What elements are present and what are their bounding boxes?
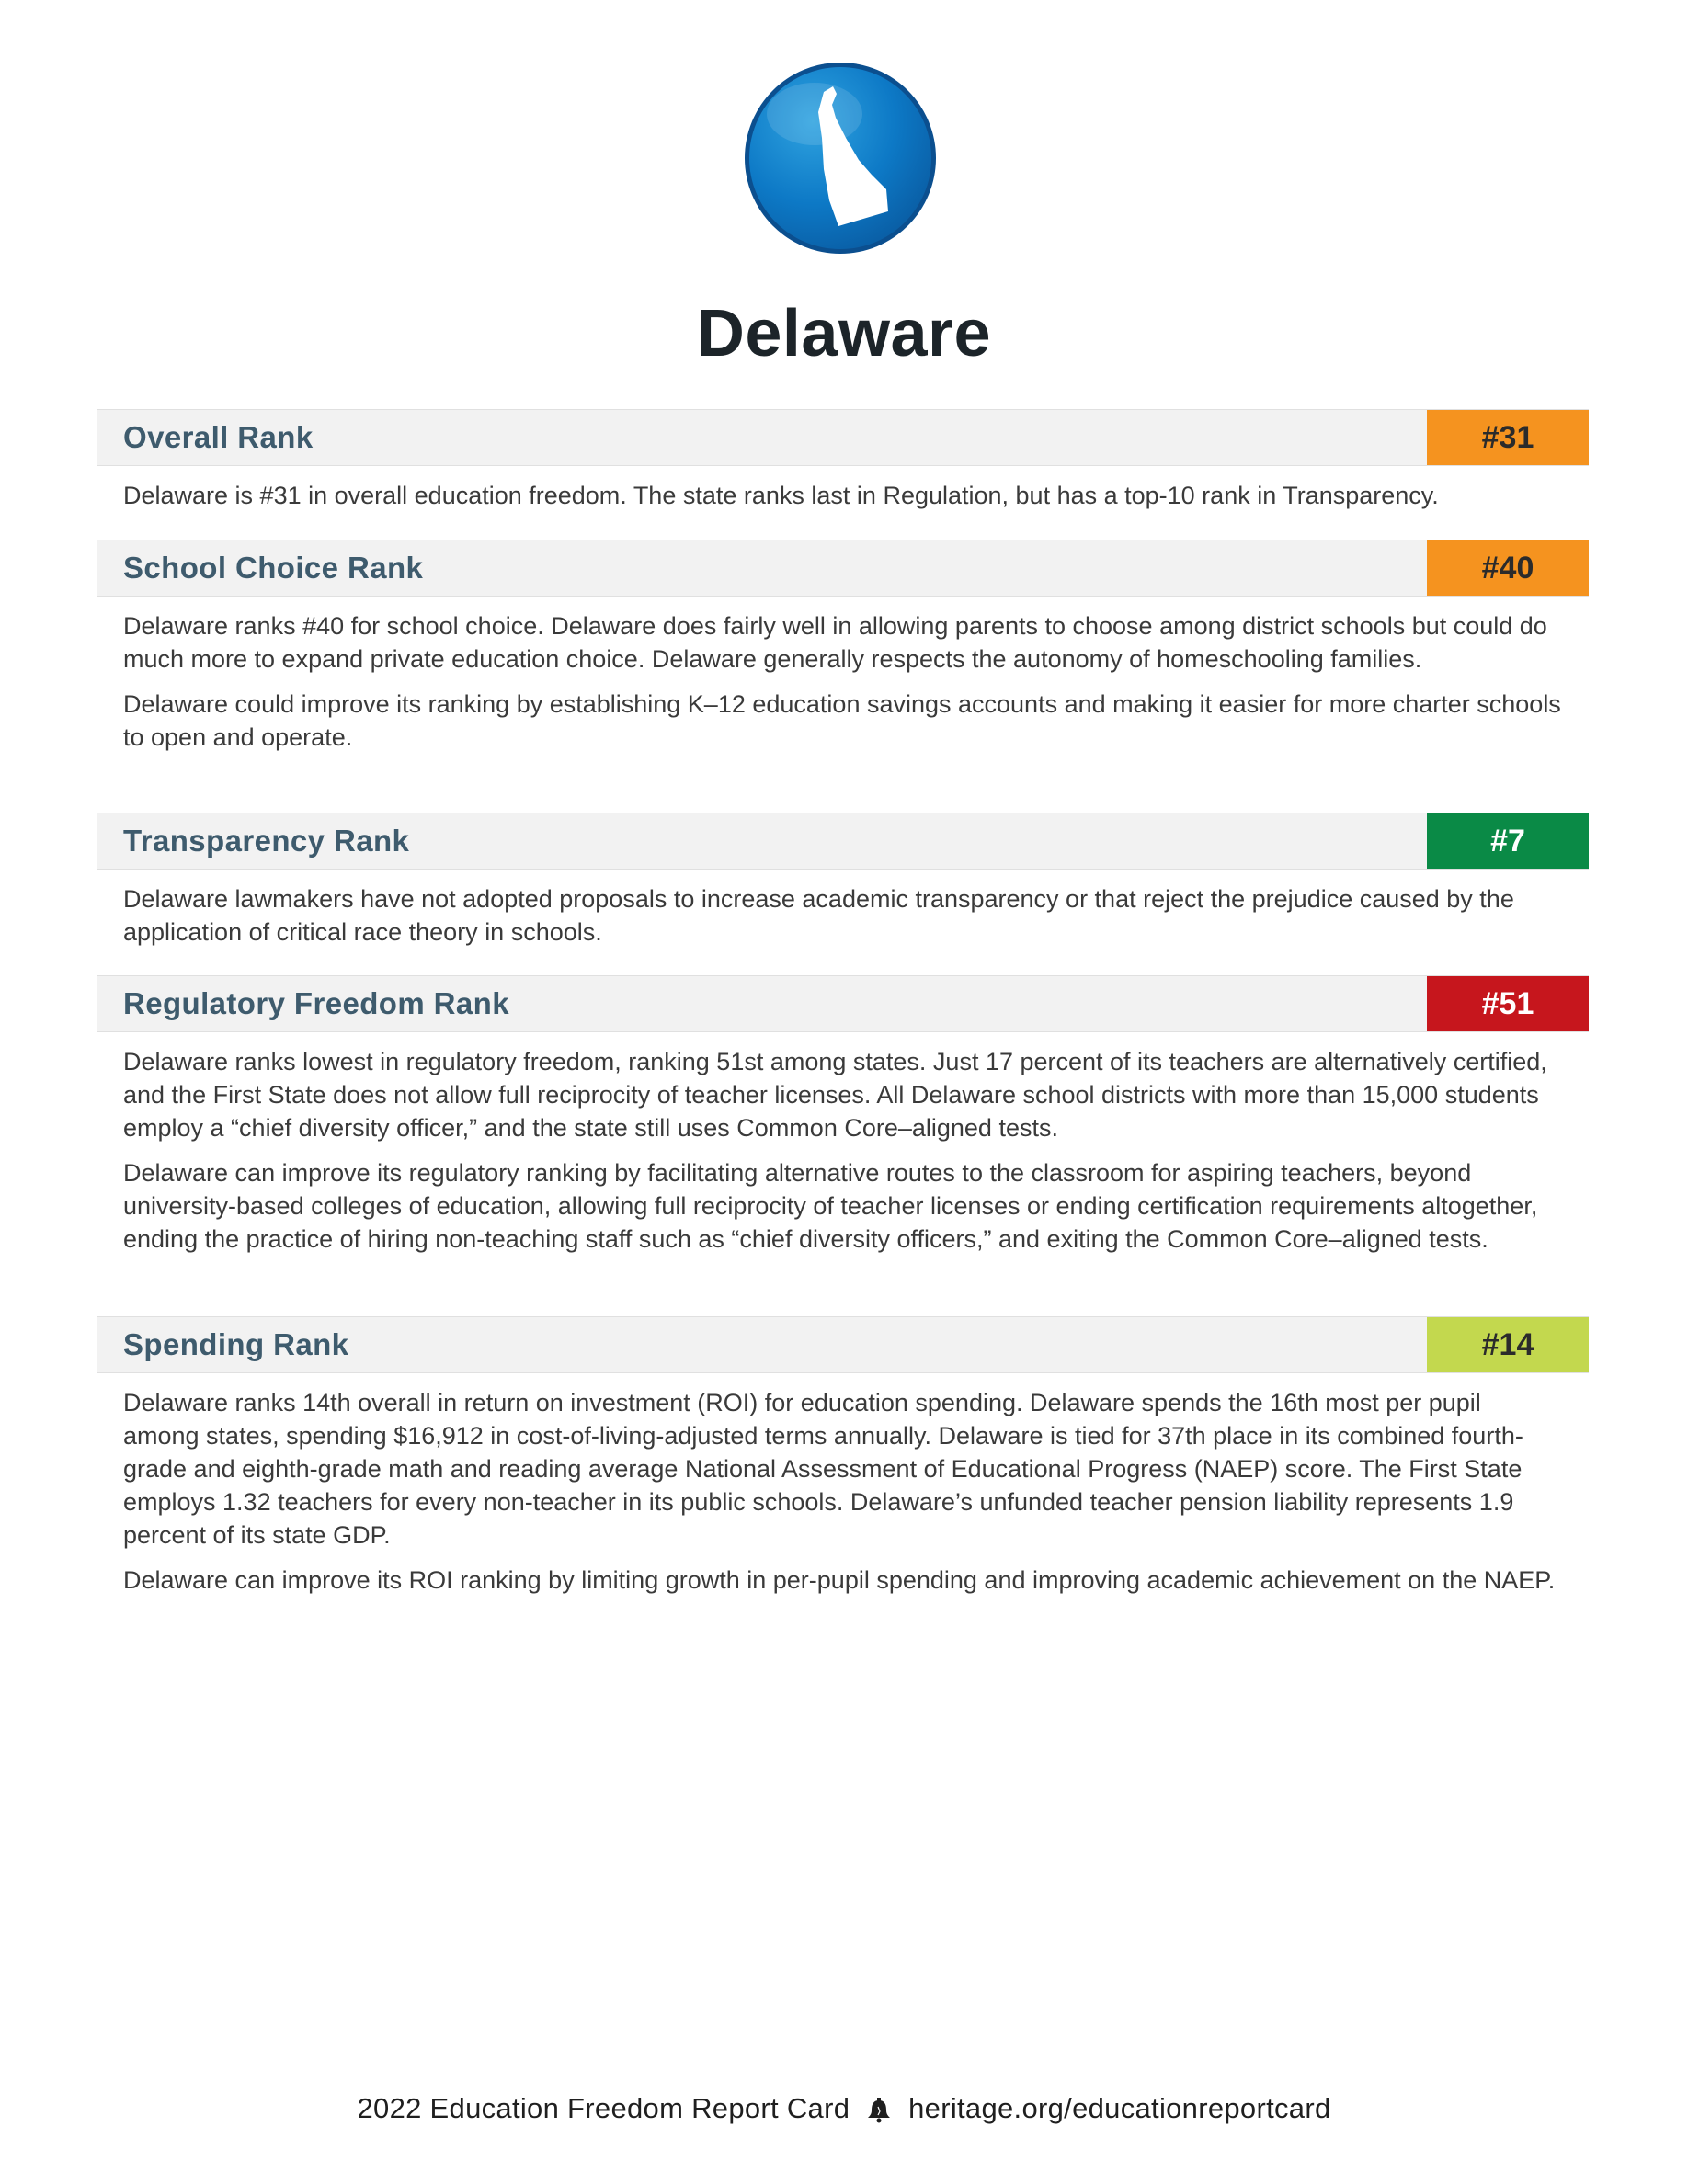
- section-body: [97, 1386, 1589, 1597]
- section-body: [97, 479, 1589, 512]
- transparency-rank-section: [97, 813, 1589, 961]
- section-label: School Choice Rank: [123, 551, 424, 585]
- paragraph: Delaware could improve its ranking by establishing K–12 education savings accounts and making it easier for more charter schools to open and operate.: [123, 690, 1561, 751]
- section-label: Overall Rank: [123, 420, 314, 454]
- paragraph: Delaware lawmakers have not adopted proposals to increase academic transparency or that reject the prejudice caused by the application of critical race theory in schools.: [123, 885, 1514, 946]
- section-body: [97, 1045, 1589, 1256]
- paragraph: Delaware ranks 14th overall in return on investment (ROI) for education spending. Delaware spends the 16th most per pupil among states, spending $16,912 in cost-of-living-adjusted terms annually. Delaware is tied for 37th place in its combined fourth-grade and eighth-grade math and reading average National Assessment of Educational Progress (NAEP) score. The First State employs 1.32 teachers for every non-teacher in its public schools. Delaware’s unfunded teacher pension liability represents 1.9 percent of its state GDP.: [123, 1389, 1523, 1549]
- section-header: [97, 975, 1589, 1032]
- section-header: [97, 1316, 1589, 1373]
- rank-badge: #31: [1427, 410, 1589, 465]
- section-header: [97, 409, 1589, 466]
- section-body: [97, 609, 1589, 754]
- regulatory-freedom-rank-section: [97, 975, 1589, 1268]
- section-label: Regulatory Freedom Rank: [123, 986, 509, 1020]
- rank-badge: #7: [1427, 813, 1589, 869]
- section-label: Transparency Rank: [123, 824, 410, 858]
- paragraph: Delaware is #31 in overall education freedom. The state ranks last in Regulation, but has a top-10 rank in Transparency.: [123, 482, 1439, 509]
- section-body: [97, 882, 1589, 949]
- footer-link[interactable]: heritage.org/educationreportcard: [908, 2092, 1331, 2124]
- school-choice-rank-section: [97, 540, 1589, 766]
- footer-report-title: 2022 Education Freedom Report Card: [357, 2092, 850, 2124]
- paragraph: Delaware can improve its ROI ranking by limiting growth in per-pupil spending and improving academic achievement on the NAEP.: [123, 1566, 1556, 1594]
- footer: [0, 2092, 1688, 2125]
- liberty-bell-icon: [867, 2098, 891, 2123]
- spending-rank-section: [97, 1316, 1589, 1609]
- rank-badge: #51: [1427, 976, 1589, 1031]
- section-header: [97, 540, 1589, 597]
- paragraph: Delaware can improve its regulatory ranking by facilitating alternative routes to the classroom for aspiring teachers, beyond university-based colleges of education, allowing full reciprocity of teacher licenses or ending certification requirements altogether, ending the practice of hiring non-teaching staff such as “chief diversity officers,” and exiting the Common Core–aligned tests.: [123, 1159, 1538, 1253]
- delaware-state-map-icon: [743, 61, 938, 256]
- overall-rank-section: [97, 409, 1589, 524]
- rank-badge: #40: [1427, 540, 1589, 596]
- paragraph: Delaware ranks #40 for school choice. Delaware does fairly well in allowing parents to choose among district schools but could do much more to expand private education choice. Delaware generally respects the autonomy of homeschooling families.: [123, 612, 1547, 673]
- page-title: Delaware: [696, 297, 992, 370]
- paragraph: Delaware ranks lowest in regulatory freedom, ranking 51st among states. Just 17 percent of its teachers are alternatively certified, and the First State does not allow full reciprocity of teacher licenses. All Delaware school districts with more than 15,000 students employ a “chief diversity officer,” and the state still uses Common Core–aligned tests.: [123, 1048, 1547, 1142]
- section-header: [97, 813, 1589, 870]
- rank-badge: #14: [1427, 1317, 1589, 1372]
- section-label: Spending Rank: [123, 1327, 349, 1361]
